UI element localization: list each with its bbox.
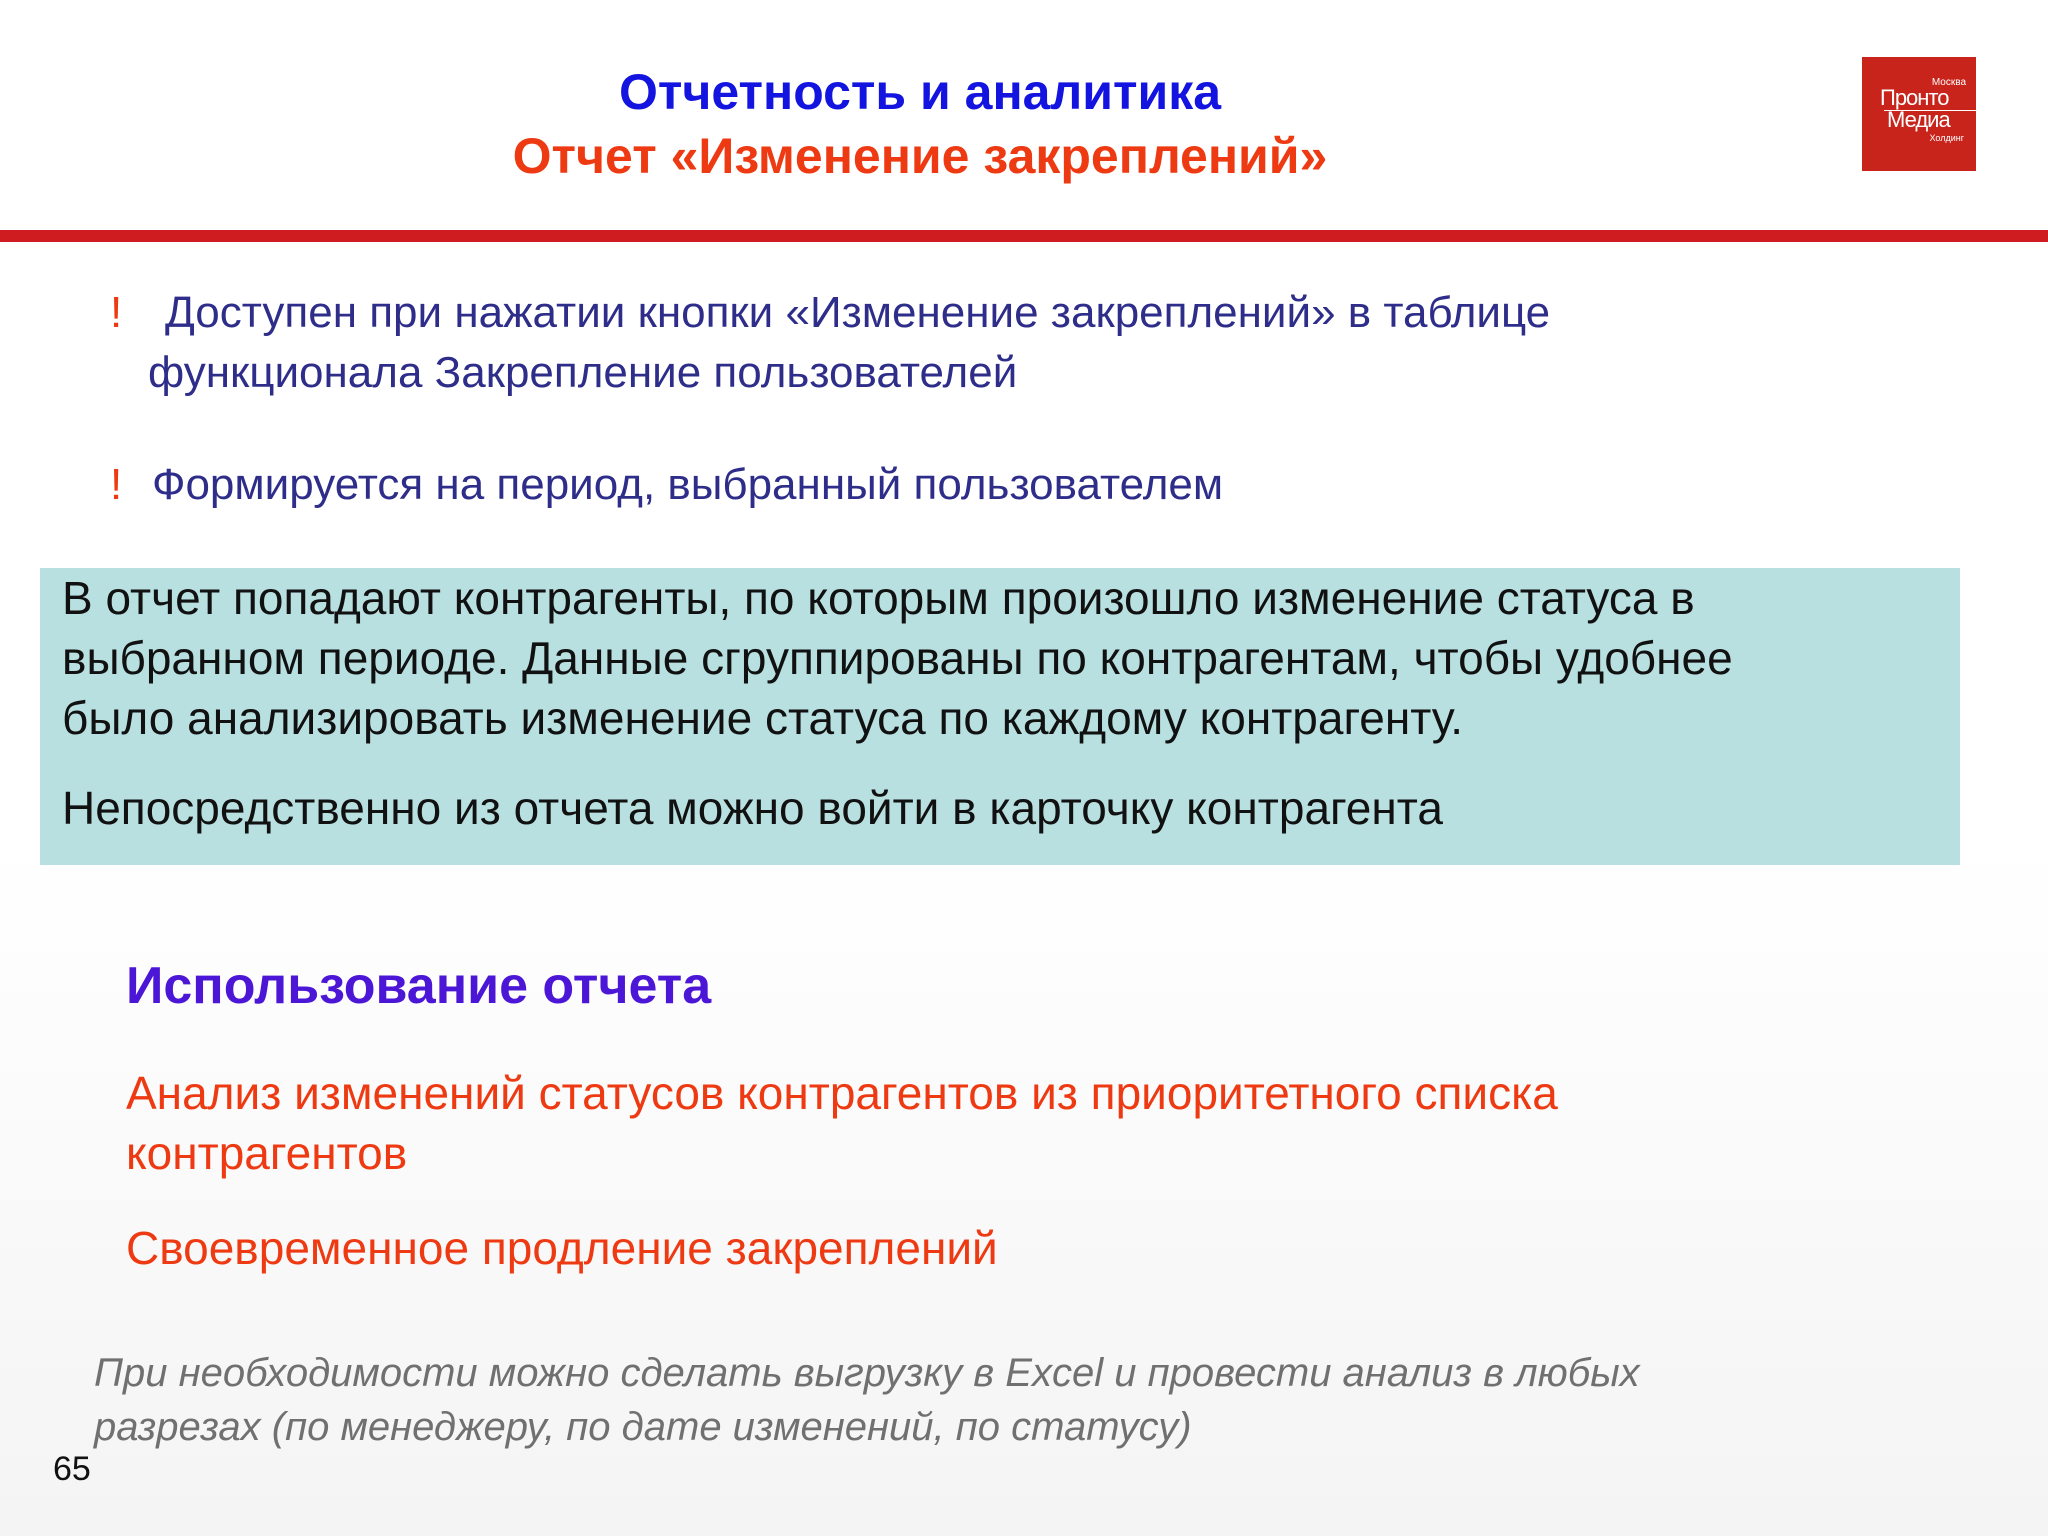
logo-top-text: Москва bbox=[1931, 77, 1966, 88]
slide-header bbox=[0, 0, 2048, 232]
logo-line2: Медиа bbox=[1887, 107, 1950, 132]
usage-item: Своевременное продление закреплений bbox=[126, 1222, 998, 1274]
info-box bbox=[40, 568, 1960, 865]
info-line: было анализировать изменение статуса по каждому контрагенту. bbox=[62, 692, 1463, 744]
exclamation-bullet-icon: ! bbox=[110, 288, 123, 337]
logo-bottom-text: Холдинг bbox=[1929, 133, 1964, 143]
company-logo bbox=[1862, 57, 1976, 171]
bullet-text-line1: Формируется на период, выбранный пользователем bbox=[152, 460, 1224, 509]
usage-heading: Использование отчета bbox=[126, 957, 712, 1015]
exclamation-bullet-icon: ! bbox=[110, 460, 123, 509]
page-number: 65 bbox=[53, 1450, 91, 1488]
info-line: В отчет попадают контрагенты, по которым произошло изменение статуса в bbox=[62, 572, 1695, 624]
bullet-text-line2: функционала Закрепление пользователей bbox=[148, 348, 1018, 397]
bullet-text-line1: Доступен при нажатии кнопки «Изменение закреплений» в таблице bbox=[165, 288, 1551, 337]
usage-item: контрагентов bbox=[126, 1127, 408, 1179]
logo-line1: Пронто bbox=[1880, 85, 1949, 110]
info-line: выбранном периоде. Данные сгруппированы по контрагентам, чтобы удобнее bbox=[62, 632, 1733, 684]
slide-subtitle: Отчет «Изменение закреплений» bbox=[512, 128, 1328, 184]
footnote-line1: При необходимости можно сделать выгрузку в Excel и провести анализ в любых bbox=[94, 1351, 1640, 1395]
info-line: Непосредственно из отчета можно войти в карточку контрагента bbox=[62, 782, 1443, 834]
slide-title: Отчетность и аналитика bbox=[618, 64, 1222, 120]
footnote-line2: разрезах (по менеджеру, по дате изменений, по статусу) bbox=[94, 1405, 1192, 1449]
usage-item: Анализ изменений статусов контрагентов из приоритетного списка bbox=[126, 1067, 1558, 1119]
header-divider bbox=[0, 230, 2048, 242]
